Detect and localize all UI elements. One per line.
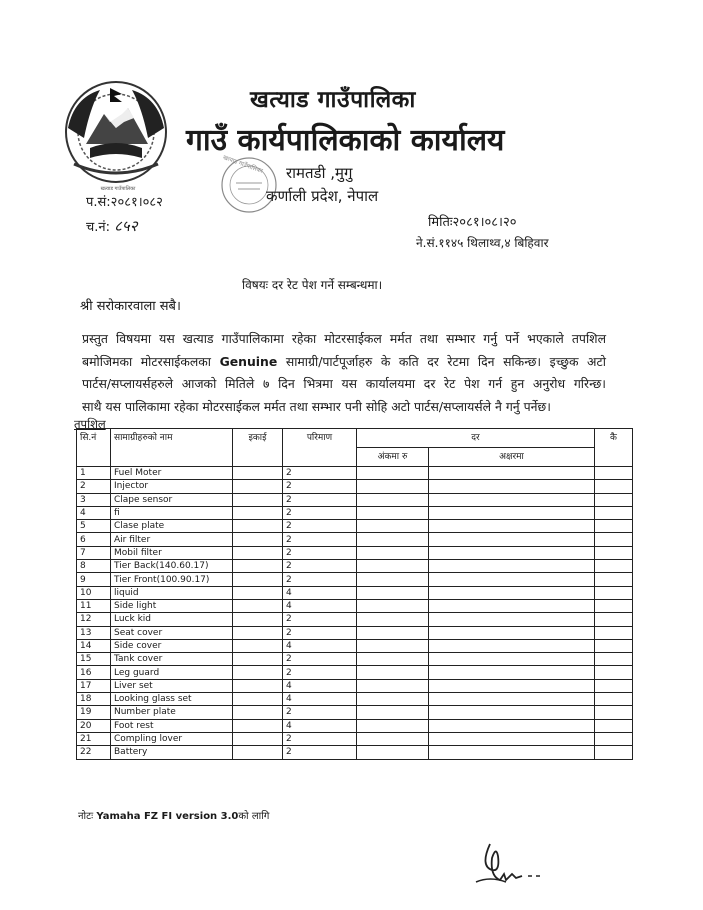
- row-unit: [233, 666, 283, 679]
- note-label: नोटः: [78, 811, 94, 822]
- table-row: [77, 639, 633, 652]
- row-qty: 4: [283, 679, 357, 692]
- emblem-caption: खत्याड गाउँपालिका: [100, 186, 136, 192]
- address-line-1: रामतडी ,मुगु: [286, 164, 353, 182]
- table-row: [77, 520, 633, 533]
- table-row: [77, 506, 633, 519]
- row-sn: 8: [77, 560, 111, 573]
- row-remarks: [595, 467, 633, 480]
- row-rate-figures: [357, 599, 429, 612]
- row-unit: [233, 639, 283, 652]
- row-rate-figures: [357, 573, 429, 586]
- row-qty: 2: [283, 560, 357, 573]
- row-qty: 2: [283, 666, 357, 679]
- row-item: Clase plate: [111, 520, 233, 533]
- row-rate-words: [429, 719, 595, 732]
- table-row: [77, 719, 633, 732]
- items-table-body: [77, 467, 633, 760]
- row-rate-figures: [357, 520, 429, 533]
- row-rate-words: [429, 693, 595, 706]
- row-rate-figures: [357, 653, 429, 666]
- letter-body: [82, 328, 606, 418]
- row-sn: 11: [77, 599, 111, 612]
- table-row: [77, 706, 633, 719]
- row-qty: 2: [283, 746, 357, 759]
- row-rate-words: [429, 732, 595, 745]
- row-qty: 2: [283, 732, 357, 745]
- header-rate-figures: अंकमा रु: [357, 448, 429, 467]
- row-item: Fuel Moter: [111, 467, 233, 480]
- row-rate-words: [429, 520, 595, 533]
- row-unit: [233, 732, 283, 745]
- table-row: [77, 693, 633, 706]
- row-sn: 18: [77, 693, 111, 706]
- row-rate-figures: [357, 626, 429, 639]
- row-sn: 9: [77, 573, 111, 586]
- row-rate-figures: [357, 719, 429, 732]
- row-remarks: [595, 626, 633, 639]
- note-rest: को लागि: [238, 811, 270, 822]
- row-unit: [233, 679, 283, 692]
- row-remarks: [595, 746, 633, 759]
- row-rate-words: [429, 533, 595, 546]
- row-remarks: [595, 613, 633, 626]
- row-rate-words: [429, 546, 595, 559]
- row-qty: 2: [283, 506, 357, 519]
- row-remarks: [595, 693, 633, 706]
- row-sn: 22: [77, 746, 111, 759]
- row-rate-words: [429, 493, 595, 506]
- row-qty: 4: [283, 693, 357, 706]
- table-row: [77, 560, 633, 573]
- header-rate: दर: [357, 429, 595, 448]
- row-sn: 17: [77, 679, 111, 692]
- row-item: Injector: [111, 480, 233, 493]
- row-unit: [233, 520, 283, 533]
- row-unit: [233, 746, 283, 759]
- row-unit: [233, 573, 283, 586]
- row-remarks: [595, 599, 633, 612]
- row-qty: 4: [283, 586, 357, 599]
- row-rate-figures: [357, 493, 429, 506]
- items-table: [76, 428, 633, 760]
- row-unit: [233, 586, 283, 599]
- body-line-2: [82, 351, 606, 374]
- row-rate-words: [429, 506, 595, 519]
- row-sn: 16: [77, 666, 111, 679]
- row-item: Liver set: [111, 679, 233, 692]
- row-qty: 2: [283, 493, 357, 506]
- row-sn: 14: [77, 639, 111, 652]
- table-row: [77, 586, 633, 599]
- row-remarks: [595, 573, 633, 586]
- note-model: Yamaha FZ FI version 3.0: [96, 811, 239, 822]
- row-remarks: [595, 719, 633, 732]
- salutation: श्री सरोकारवाला सबै।: [80, 299, 181, 314]
- row-item: Compling lover: [111, 732, 233, 745]
- row-qty: 2: [283, 706, 357, 719]
- body-line-2-bold: Genuine: [219, 353, 278, 369]
- row-rate-figures: [357, 560, 429, 573]
- row-rate-words: [429, 573, 595, 586]
- row-item: Tier Back(140.60.17): [111, 560, 233, 573]
- row-item: Leg guard: [111, 666, 233, 679]
- row-remarks: [595, 533, 633, 546]
- table-caption: तपशिल: [74, 417, 106, 431]
- table-row: [77, 493, 633, 506]
- signature: [470, 836, 550, 892]
- row-remarks: [595, 506, 633, 519]
- row-item: Air filter: [111, 533, 233, 546]
- table-row: [77, 626, 633, 639]
- row-remarks: [595, 666, 633, 679]
- row-rate-figures: [357, 639, 429, 652]
- stamp-text: खत्याड गाउँपालिका: [221, 154, 264, 175]
- table-row: [77, 653, 633, 666]
- row-rate-words: [429, 467, 595, 480]
- body-line-3: पार्टस/सप्लायर्सहरुले आजको मितिले ७ दिन भित्रमा यस कार्यालयमा दर रेट पेश गर्न हुन अनुरोध गरिन्छ।: [82, 376, 606, 391]
- row-rate-figures: [357, 467, 429, 480]
- row-qty: 4: [283, 599, 357, 612]
- row-item: Number plate: [111, 706, 233, 719]
- date-ns: ने.सं.११४५ थिलाथ्व,४ बिहिवार: [416, 236, 549, 250]
- date-bs: मितिः२०८१।०८।२०: [428, 215, 517, 230]
- dispatch-value: ८५२: [114, 217, 138, 235]
- row-rate-figures: [357, 679, 429, 692]
- row-rate-figures: [357, 613, 429, 626]
- row-sn: 7: [77, 546, 111, 559]
- row-remarks: [595, 639, 633, 652]
- body-line-4: साथै यस पालिकामा रहेका मोटरसाईकल मर्मत तथा सम्भार पनी सोहि अटो पार्टस/सप्लायर्सले नै गर्नु पर्नेछ।: [82, 398, 551, 414]
- row-unit: [233, 653, 283, 666]
- municipality-name: खत्याड गाउँपालिका: [250, 87, 416, 113]
- row-rate-figures: [357, 666, 429, 679]
- row-unit: [233, 560, 283, 573]
- row-unit: [233, 599, 283, 612]
- row-rate-words: [429, 599, 595, 612]
- office-name: गाउँ कार्यपालिकाको कार्यालय: [186, 123, 505, 158]
- table-row: [77, 732, 633, 745]
- row-sn: 4: [77, 506, 111, 519]
- row-unit: [233, 719, 283, 732]
- row-item: Side light: [111, 599, 233, 612]
- row-qty: 2: [283, 546, 357, 559]
- table-row: [77, 533, 633, 546]
- row-item: liquid: [111, 586, 233, 599]
- row-qty: 2: [283, 533, 357, 546]
- header-rate-words: अक्षरमा: [429, 448, 595, 467]
- row-unit: [233, 693, 283, 706]
- row-sn: 19: [77, 706, 111, 719]
- row-qty: 4: [283, 719, 357, 732]
- row-remarks: [595, 586, 633, 599]
- row-rate-words: [429, 639, 595, 652]
- row-qty: 2: [283, 520, 357, 533]
- dispatch-number: [86, 216, 138, 236]
- row-remarks: [595, 679, 633, 692]
- row-item: fi: [111, 506, 233, 519]
- table-row: [77, 613, 633, 626]
- row-rate-words: [429, 613, 595, 626]
- row-unit: [233, 546, 283, 559]
- row-item: Foot rest: [111, 719, 233, 732]
- row-rate-figures: [357, 706, 429, 719]
- row-unit: [233, 467, 283, 480]
- subject-line: विषयः दर रेट पेश गर्ने सम्बन्धमा।: [242, 278, 383, 292]
- row-sn: 21: [77, 732, 111, 745]
- table-row: [77, 599, 633, 612]
- row-rate-figures: [357, 533, 429, 546]
- row-sn: 13: [77, 626, 111, 639]
- row-item: Mobil filter: [111, 546, 233, 559]
- row-unit: [233, 626, 283, 639]
- table-row: [77, 480, 633, 493]
- header-item: सामाग्रीहरुको नाम: [111, 429, 233, 467]
- row-rate-figures: [357, 693, 429, 706]
- row-rate-figures: [357, 732, 429, 745]
- row-rate-figures: [357, 546, 429, 559]
- row-rate-words: [429, 666, 595, 679]
- row-sn: 5: [77, 520, 111, 533]
- row-item: Luck kid: [111, 613, 233, 626]
- row-remarks: [595, 732, 633, 745]
- header-unit: इकाई: [233, 429, 283, 467]
- row-remarks: [595, 520, 633, 533]
- row-sn: 2: [77, 480, 111, 493]
- note: [78, 808, 269, 822]
- row-remarks: [595, 493, 633, 506]
- row-sn: 20: [77, 719, 111, 732]
- row-item: Seat cover: [111, 626, 233, 639]
- body-line-2-post: सामाग्री/पार्टपूर्जाहरु के कति दर रेटमा दिन सकिन्छ। इच्छुक अटो: [285, 353, 606, 369]
- table-row: [77, 666, 633, 679]
- row-item: Tank cover: [111, 653, 233, 666]
- row-remarks: [595, 560, 633, 573]
- row-unit: [233, 706, 283, 719]
- row-rate-words: [429, 626, 595, 639]
- row-qty: 4: [283, 639, 357, 652]
- row-sn: 12: [77, 613, 111, 626]
- address-line-2: कर्णाली प्रदेश, नेपाल: [266, 187, 379, 205]
- row-rate-words: [429, 480, 595, 493]
- row-sn: 10: [77, 586, 111, 599]
- header-sn: सि.नं: [77, 429, 111, 467]
- dispatch-label: च.नं:: [86, 220, 110, 235]
- table-row: [77, 546, 633, 559]
- row-item: Side cover: [111, 639, 233, 652]
- table-row: [77, 467, 633, 480]
- row-unit: [233, 533, 283, 546]
- row-sn: 1: [77, 467, 111, 480]
- row-rate-figures: [357, 586, 429, 599]
- table-row: [77, 746, 633, 759]
- row-rate-words: [429, 679, 595, 692]
- row-unit: [233, 613, 283, 626]
- row-rate-words: [429, 560, 595, 573]
- row-remarks: [595, 706, 633, 719]
- row-unit: [233, 506, 283, 519]
- row-qty: 2: [283, 626, 357, 639]
- row-rate-figures: [357, 746, 429, 759]
- letter-number: प.सं:२०८१।०८२: [86, 195, 163, 210]
- row-sn: 3: [77, 493, 111, 506]
- header-qty: परिमाण: [283, 429, 357, 467]
- row-sn: 15: [77, 653, 111, 666]
- row-rate-figures: [357, 480, 429, 493]
- row-rate-words: [429, 706, 595, 719]
- row-remarks: [595, 653, 633, 666]
- row-item: Clape sensor: [111, 493, 233, 506]
- row-rate-words: [429, 653, 595, 666]
- nepal-emblem-logo: [60, 78, 172, 186]
- row-item: Looking glass set: [111, 693, 233, 706]
- row-unit: [233, 480, 283, 493]
- row-qty: 2: [283, 613, 357, 626]
- row-remarks: [595, 546, 633, 559]
- row-remarks: [595, 480, 633, 493]
- row-unit: [233, 493, 283, 506]
- row-rate-figures: [357, 506, 429, 519]
- body-line-1: प्रस्तुत विषयमा यस खत्याड गाउँपालिकामा रहेका मोटरसाईकल मर्मत तथा सम्भार गर्नु पर्ने भएकाले तपशिल: [82, 331, 606, 346]
- row-sn: 6: [77, 533, 111, 546]
- row-rate-words: [429, 586, 595, 599]
- body-line-2-pre: बमोजिमका मोटरसाईकलका: [82, 353, 212, 369]
- row-item: Battery: [111, 746, 233, 759]
- row-qty: 2: [283, 573, 357, 586]
- row-qty: 2: [283, 653, 357, 666]
- header-remarks: कै: [595, 429, 633, 467]
- table-row: [77, 573, 633, 586]
- row-qty: 2: [283, 467, 357, 480]
- row-rate-words: [429, 746, 595, 759]
- table-row: [77, 679, 633, 692]
- row-qty: 2: [283, 480, 357, 493]
- row-item: Tier Front(100.90.17): [111, 573, 233, 586]
